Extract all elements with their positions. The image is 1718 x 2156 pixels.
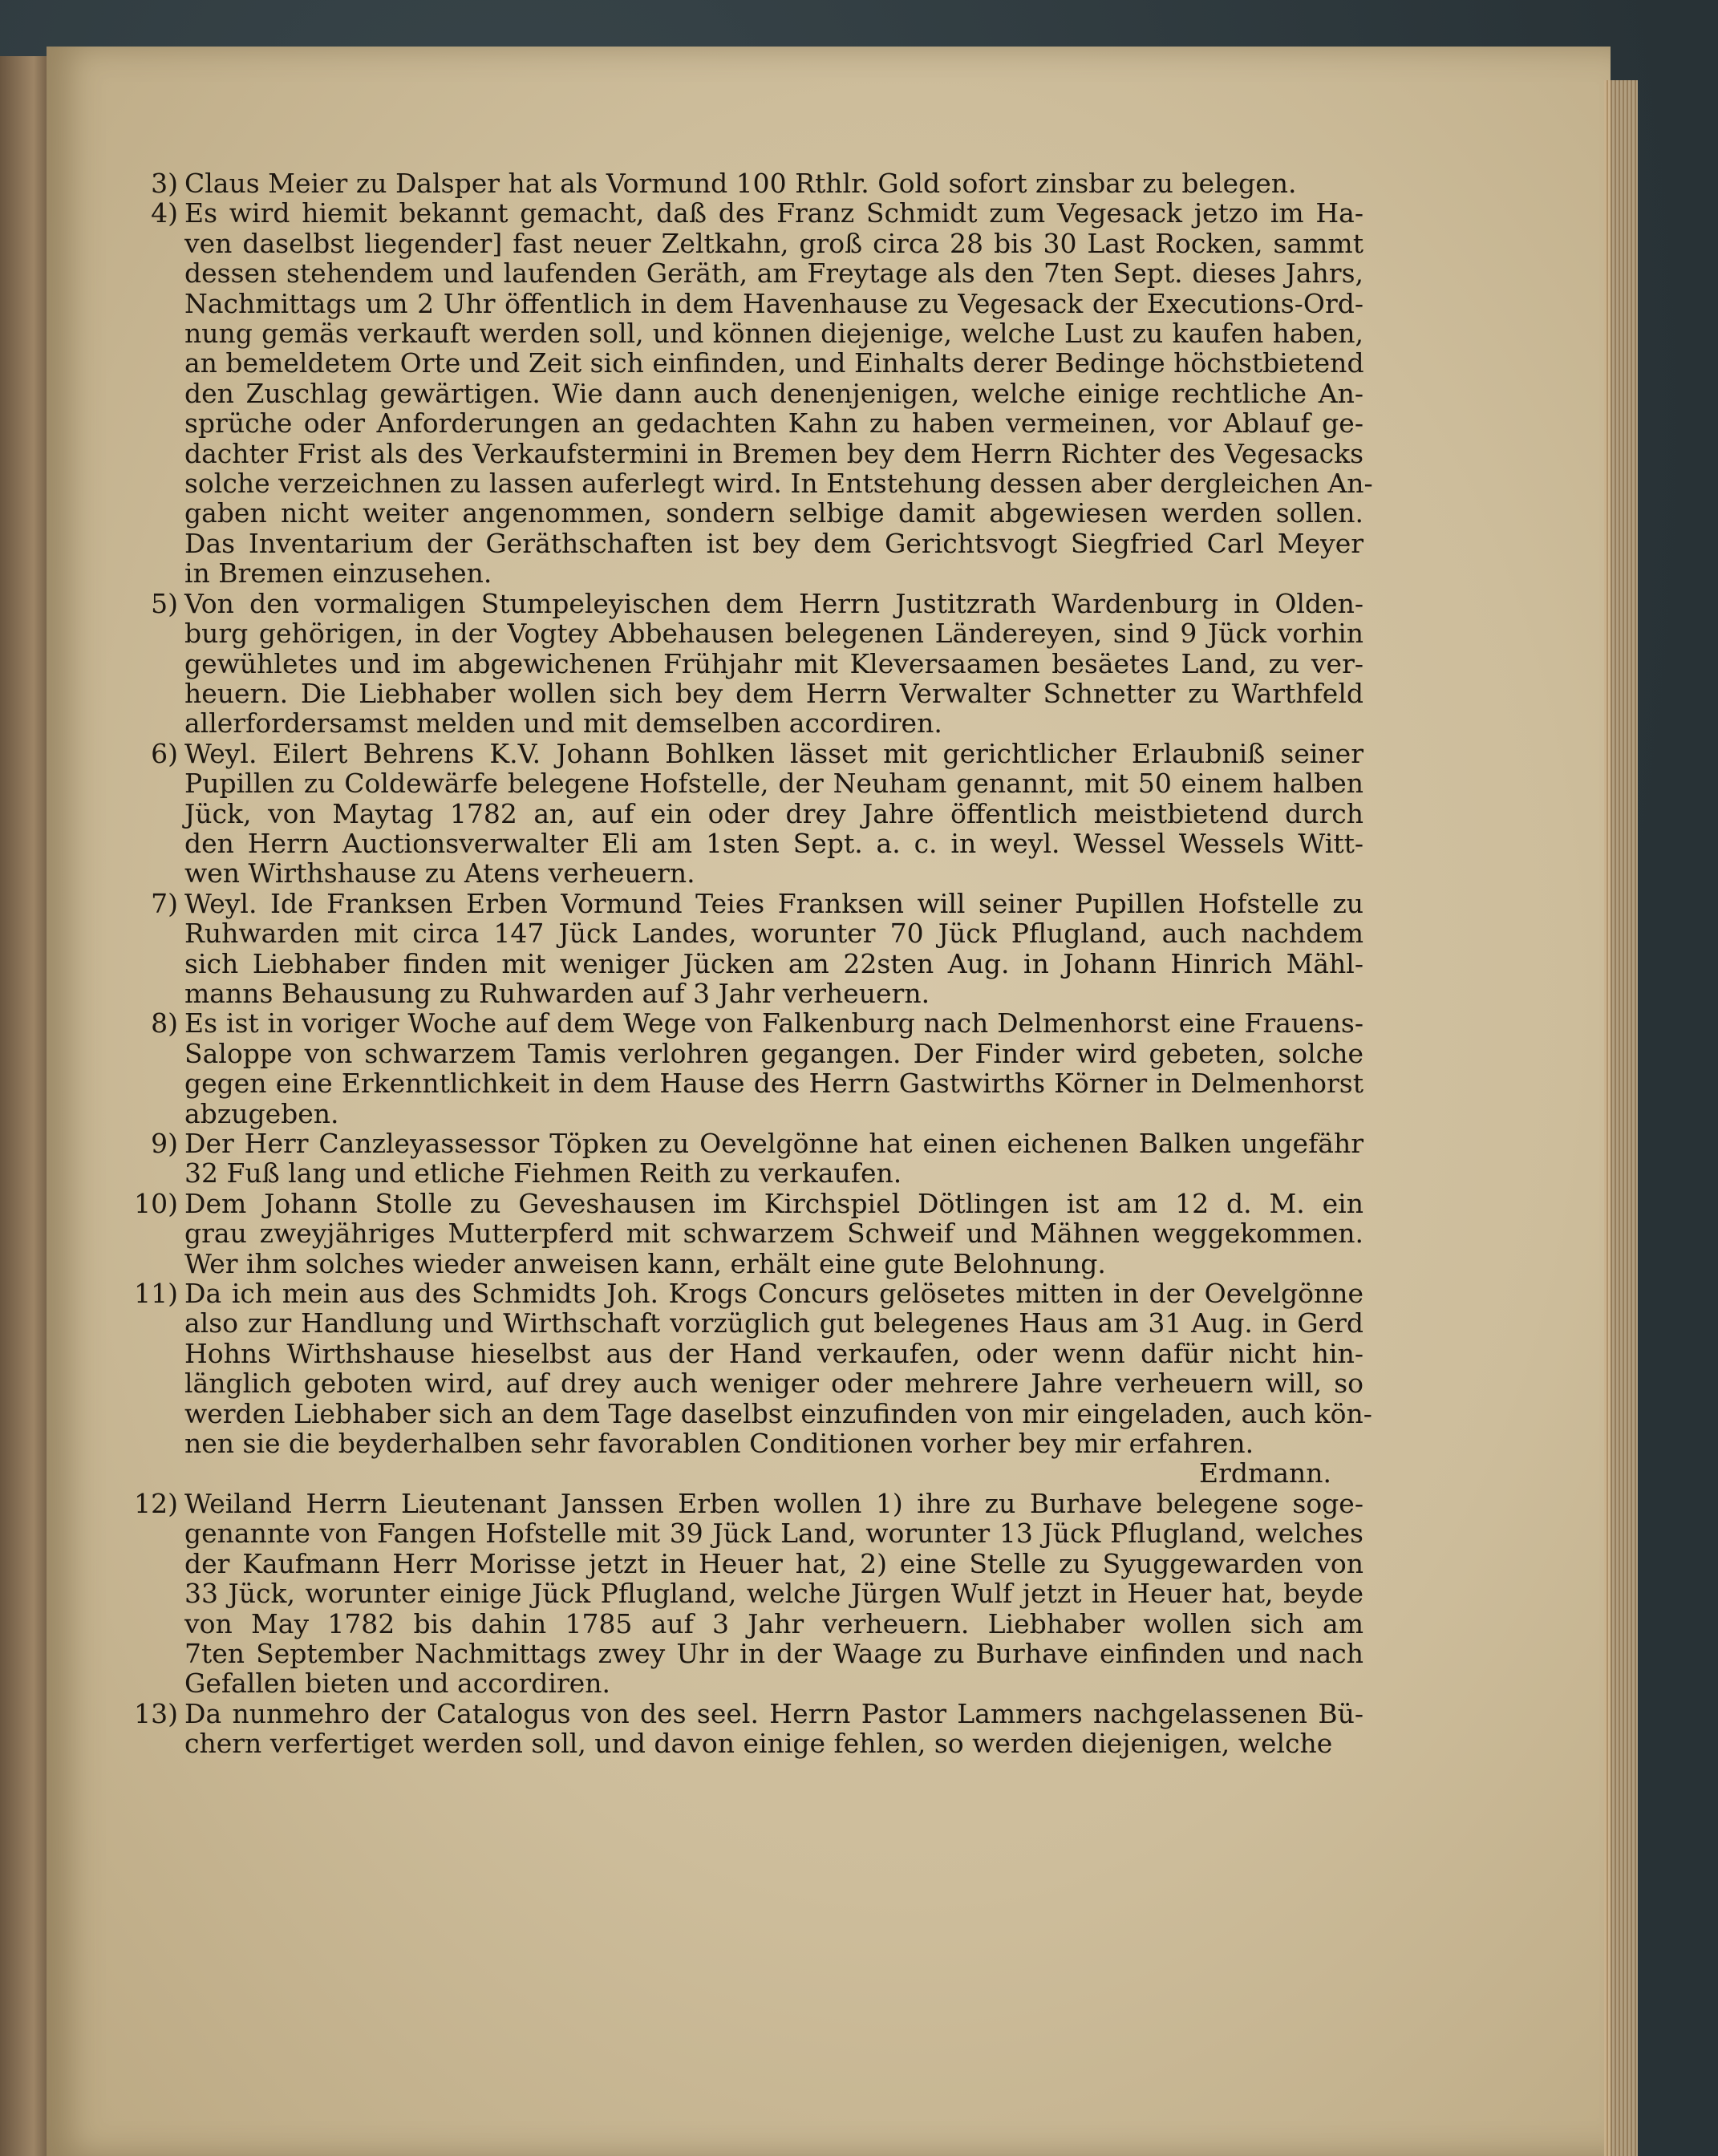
notice-entry: [134, 1487, 1363, 1700]
text-line: Hohns Wirthshause hieselbst aus der Hand verkaufen, oder wenn dafür nicht hin-: [184, 1337, 1363, 1369]
entry-number: 12): [134, 1487, 178, 1519]
text-line: Weiland Herrn Lieutenant Janssen Erben wollen 1) ihre zu Burhave belegene soge-: [184, 1487, 1363, 1519]
text-line: Nachmittags um 2 Uhr öffentlich in dem Havenhause zu Vegesack der Executions-Ord-: [184, 287, 1363, 319]
text-line: Dem Johann Stolle zu Geveshausen im Kirchspiel Dötlingen ist am 12 d. M. ein: [184, 1187, 1363, 1219]
text-line: Gefallen bieten und accordiren.: [184, 1668, 611, 1700]
text-line: werden Liebhaber sich an dem Tage daselbst einzufinden von mir eingeladen, auch kön-: [184, 1397, 1372, 1429]
notice-entry: [134, 1278, 1372, 1489]
text-line: gegen eine Erkenntlichkeit in dem Hause des Herrn Gastwirths Körner in Delmenhorst: [184, 1068, 1363, 1100]
text-line: nen sie die beyderhalben sehr favorablen Conditionen vorher bey mir erfahren.: [184, 1428, 1254, 1460]
text-line: Der Herr Canzleyassessor Töpken zu Oevelgönne hat einen eichenen Balken ungefähr: [184, 1128, 1363, 1159]
entry-number: 5): [151, 587, 178, 619]
entry-number: 9): [151, 1128, 178, 1159]
entry-number: 11): [134, 1278, 178, 1310]
entry-number: 13): [134, 1697, 178, 1729]
text-line: gaben nicht weiter angenommen, sondern selbige damit abgewiesen werden sollen.: [184, 497, 1363, 529]
entry-number: 8): [151, 1007, 178, 1040]
text-line: länglich geboten wird, auf drey auch weniger oder mehrere Jahre verheuern will, so: [184, 1368, 1363, 1400]
text-line: wen Wirthshause zu Atens verheuern.: [184, 857, 695, 890]
notice-entry: [151, 1007, 1363, 1129]
text-line: 32 Fuß lang und etliche Fiehmen Reith zu verkaufen.: [184, 1157, 902, 1189]
text-line: ven daselbst liegender] fast neuer Zeltkahn, groß circa 28 bis 30 Last Rocken, sammt: [184, 227, 1363, 259]
notice-entry: [134, 1187, 1363, 1279]
text-line: Claus Meier zu Dalsper hat als Vormund 100 Rthlr. Gold sofort zinsbar zu belegen.: [184, 168, 1297, 199]
text-line: heuern. Die Liebhaber wollen sich bey dem Herrn Verwalter Schnetter zu Warthfeld: [184, 677, 1363, 709]
text-line: Jück, von Maytag 1782 an, auf ein oder drey Jahre öffentlich meistbietend durch: [184, 797, 1363, 829]
text-line: genannte von Fangen Hofstelle mit 39 Jück Land, worunter 13 Jück Pflugland, welches: [184, 1518, 1363, 1550]
text-line: Pupillen zu Coldewärfe belegene Hofstelle, der Neuham genannt, mit 50 einem halben: [184, 768, 1363, 800]
text-line: Saloppe von schwarzem Tamis verlohren gegangen. Der Finder wird gebeten, solche: [184, 1037, 1363, 1069]
text-line: abzugeben.: [184, 1097, 339, 1129]
text-line: Da ich mein aus des Schmidts Joh. Krogs Concurs gelösetes mitten in der Oevelgönne: [184, 1278, 1363, 1310]
text-line: 7ten September Nachmittags zwey Uhr in der Waage zu Burhave einfinden und nach: [184, 1637, 1363, 1669]
text-line: Da nunmehro der Catalogus von des seel. Herrn Pastor Lammers nachgelassenen Bü-: [184, 1697, 1363, 1729]
text-line: in Bremen einzusehen.: [184, 557, 492, 590]
entry-number: 10): [134, 1187, 178, 1219]
text-line: dessen stehendem und laufenden Geräth, am Freytage als den 7ten Sept. dieses Jahrs,: [184, 257, 1363, 290]
page-text-block: [134, 168, 1373, 1760]
notice-entry: [151, 197, 1373, 590]
text-line: den Zuschlag gewärtigen. Wie dann auch denenjenigen, welche einige rechtliche An-: [184, 377, 1363, 409]
notice-entry: [151, 587, 1363, 740]
text-line: gewühletes und im abgewichenen Frühjahr mit Kleversaamen besäetes Land, zu ver-: [184, 647, 1363, 679]
entry-number: 3): [151, 168, 178, 199]
text-line: chern verfertiget werden soll, und davon einige fehlen, so werden diejenigen, welche: [184, 1728, 1333, 1760]
signature: Erdmann.: [1199, 1457, 1331, 1489]
text-line: den Herrn Auctionsverwalter Eli am 1sten Sept. a. c. in weyl. Wessel Wessels Witt-: [184, 827, 1363, 859]
text-line: Es wird hiemit bekannt gemacht, daß des Franz Schmidt zum Vegesack jetzo im Ha-: [184, 197, 1363, 229]
text-line: Weyl. Ide Franksen Erben Vormund Teies Franksen will seiner Pupillen Hofstelle zu: [184, 887, 1363, 919]
text-line: manns Behausung zu Ruhwarden auf 3 Jahr verheuern.: [184, 977, 930, 1009]
text-line: Das Inventarium der Geräthschaften ist bey dem Gerichtsvogt Siegfried Carl Meyer: [184, 527, 1363, 559]
text-line: sprüche oder Anforderungen an gedachten Kahn zu haben vermeinen, vor Ablauf ge-: [184, 407, 1363, 440]
text-line: der Kaufmann Herr Morisse jetzt in Heuer hat, 2) eine Stelle zu Syuggewarden von: [184, 1547, 1363, 1579]
notice-entry: [151, 737, 1363, 890]
text-line: Weyl. Eilert Behrens K.V. Johann Bohlken lässet mit gerichtlicher Erlaubniß seiner: [184, 737, 1363, 769]
notice-entry: [151, 887, 1363, 1009]
notice-entry: [151, 168, 1363, 199]
text-line: Ruhwarden mit circa 147 Jück Landes, worunter 70 Jück Pflugland, auch nachdem: [184, 918, 1363, 950]
text-line: burg gehörigen, in der Vogtey Abbehausen belegenen Ländereyen, sind 9 Jück vorhin: [184, 618, 1363, 650]
text-line: grau zweyjähriges Mutterpferd mit schwarzem Schweif und Mähnen weggekommen.: [184, 1218, 1363, 1250]
entry-number: 7): [151, 887, 178, 919]
text-line: sich Liebhaber finden mit weniger Jücken am 22sten Aug. in Johann Hinrich Mähl-: [184, 947, 1363, 979]
notice-entry: [151, 1128, 1363, 1189]
text-line: dachter Frist als des Verkaufstermini in Bremen bey dem Herrn Richter des Vegesacks: [184, 437, 1363, 469]
text-line: Von den vormaligen Stumpeleyischen dem Herrn Justitzrath Wardenburg in Olden-: [184, 587, 1363, 619]
text-line: Es ist in voriger Woche auf dem Wege von Falkenburg nach Delmenhorst eine Frauens-: [184, 1007, 1363, 1040]
text-line: von May 1782 bis dahin 1785 auf 3 Jahr verheuern. Liebhaber wollen sich am: [184, 1607, 1363, 1639]
entry-number: 4): [151, 197, 178, 229]
text-line: also zur Handlung und Wirthschaft vorzüglich gut belegenes Haus am 31 Aug. in Gerd: [184, 1307, 1363, 1339]
text-line: nung gemäs verkauft werden soll, und können diejenige, welche Lust zu kaufen haben,: [184, 318, 1363, 350]
page-stack-edge: [1604, 80, 1638, 2156]
text-line: Wer ihm solches wieder anweisen kann, erhält eine gute Belohnung.: [184, 1247, 1106, 1279]
text-line: 33 Jück, worunter einige Jück Pflugland, welche Jürgen Wulf jetzt in Heuer hat, beyde: [184, 1578, 1363, 1610]
notice-entry: [134, 1697, 1363, 1760]
entry-number: 6): [151, 737, 178, 769]
text-line: allerfordersamst melden und mit demselben accordiren.: [184, 707, 942, 740]
text-line: solche verzeichnen zu lassen auferlegt wird. In Entstehung dessen aber dergleichen An-: [184, 468, 1373, 500]
text-line: an bemeldetem Orte und Zeit sich einfinden, und Einhalts derer Bedinge höchstbietend: [184, 347, 1364, 379]
